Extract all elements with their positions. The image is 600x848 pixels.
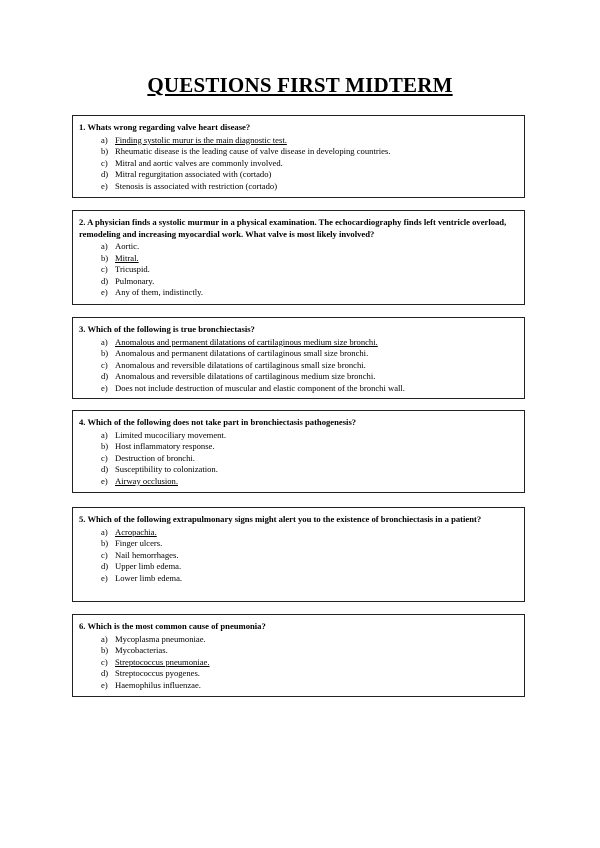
option-label: e) (101, 679, 108, 690)
option-row (79, 645, 518, 657)
option-label: c) (101, 452, 108, 463)
option-text: Haemophilus influenzae. (115, 679, 201, 690)
option-label: d) (101, 561, 109, 571)
option-label: b) (101, 441, 109, 451)
option-row (79, 657, 518, 669)
option-label: e) (101, 382, 108, 393)
option-row (79, 146, 518, 158)
option-label: c) (101, 157, 108, 168)
page-title: QUESTIONS FIRST MIDTERM (147, 73, 453, 97)
option-text-correct: Streptococcus pneumoniae. (115, 656, 210, 667)
question-box-5 (72, 507, 525, 602)
option-label: b) (101, 146, 109, 156)
option-text: Mycobacterias. (115, 645, 168, 655)
option-label: c) (101, 549, 108, 560)
option-row (79, 383, 518, 395)
option-label: e) (101, 572, 108, 583)
option-text: Anomalous and reversible dilatations of cartilaginous small size bronchi. (115, 359, 366, 370)
option-label: b) (101, 252, 109, 263)
option-row (79, 668, 518, 680)
option-row (79, 169, 518, 181)
question-box-1 (72, 115, 525, 198)
option-label: a) (101, 336, 108, 347)
option-row (79, 181, 518, 193)
option-text: Stenosis is associated with restriction (cortado) (115, 180, 278, 191)
option-text: Streptococcus pyogenes. (115, 668, 200, 678)
option-row (79, 337, 518, 349)
option-row (79, 680, 518, 692)
option-label: a) (101, 429, 108, 440)
question-box-4 (72, 410, 525, 493)
option-row (79, 476, 518, 488)
option-text: Limited mucociliary movement. (115, 429, 226, 440)
option-row (79, 573, 518, 585)
option-row (79, 561, 518, 573)
option-row (79, 441, 518, 453)
option-text: Pulmonary. (115, 275, 155, 286)
option-row (79, 241, 518, 253)
question-text: 2. A physician finds a systolic murmur in a physical examination. The echocardiography finds left ventricle overload, remodeling and increasing myocardial work. What valve is most likely involved? (79, 217, 507, 239)
option-text: Anomalous and permanent dilatations of cartilaginous small size bronchi. (115, 348, 369, 358)
question-text: 4. Which of the following does not take part in bronchiectasis pathogenesis? (79, 417, 357, 427)
option-label: a) (101, 241, 108, 251)
question-text: 5. Which of the following extrapulmonary signs might alert you to the existence of bronchiectasis in a patient? (79, 514, 482, 524)
option-text: Upper limb edema. (115, 561, 182, 571)
option-row (79, 264, 518, 276)
question-box-2 (72, 210, 525, 305)
option-row (79, 371, 518, 383)
option-text: Host inflammatory response. (115, 441, 215, 451)
option-label: a) (101, 134, 108, 145)
option-text: Does not include destruction of muscular and elastic component of the bronchi wall. (115, 382, 405, 393)
option-row (79, 430, 518, 442)
option-row (79, 276, 518, 288)
option-text: Tricuspid. (115, 264, 150, 274)
option-row (79, 135, 518, 147)
option-text: Finger ulcers. (115, 538, 163, 548)
option-text: Anomalous and reversible dilatations of cartilaginous medium size bronchi. (115, 371, 376, 381)
option-row (79, 538, 518, 550)
question-text: 3. Which of the following is true bronchiectasis? (79, 324, 255, 334)
option-label: b) (101, 538, 109, 548)
option-label: d) (101, 464, 109, 474)
option-text: Destruction of bronchi. (115, 452, 195, 463)
option-text: Mitral regurgitation associated with (cortado) (115, 169, 272, 179)
option-label: e) (101, 287, 108, 297)
option-label: b) (101, 348, 109, 358)
option-label: d) (101, 169, 109, 179)
option-row (79, 453, 518, 465)
option-label: e) (101, 180, 108, 191)
option-text-correct: Mitral. (115, 252, 139, 263)
option-label: a) (101, 526, 108, 537)
option-text: Aortic. (115, 241, 140, 251)
option-label: c) (101, 359, 108, 370)
option-row (79, 360, 518, 372)
option-text: Rheumatic disease is the leading cause of valve disease in developing countries. (115, 146, 391, 156)
option-label: a) (101, 633, 108, 644)
option-label: c) (101, 264, 108, 274)
question-text: 6. Which is the most common cause of pneumonia? (79, 621, 266, 631)
option-text-correct: Acropachia. (115, 526, 157, 537)
question-box-3 (72, 317, 525, 399)
option-row (79, 550, 518, 562)
option-text-correct: Anomalous and permanent dilatations of cartilaginous medium size bronchi. (115, 336, 378, 347)
option-row (79, 287, 518, 299)
option-row (79, 348, 518, 360)
option-label: e) (101, 475, 108, 486)
option-label: b) (101, 645, 109, 655)
option-text: Mycoplasma pneumoniae. (115, 633, 206, 644)
option-label: d) (101, 275, 109, 286)
option-text: Mitral and aortic valves are commonly involved. (115, 157, 283, 168)
option-row (79, 634, 518, 646)
option-row (79, 464, 518, 476)
option-text: Lower limb edema. (115, 572, 183, 583)
question-text: 1. Whats wrong regarding valve heart disease? (79, 122, 251, 132)
option-label: c) (101, 656, 108, 667)
option-row (79, 158, 518, 170)
option-row (79, 527, 518, 539)
option-label: d) (101, 668, 109, 678)
question-box-6 (72, 614, 525, 697)
option-text: Nail hemorrhages. (115, 549, 179, 560)
option-text: Any of them, indistinctly. (115, 287, 203, 297)
option-text-correct: Finding systolic murur is the main diagnostic test. (115, 134, 287, 145)
option-label: d) (101, 371, 109, 381)
option-row (79, 253, 518, 265)
option-text: Susceptibility to colonization. (115, 464, 218, 474)
option-text-correct: Airway occlusion. (115, 475, 179, 486)
